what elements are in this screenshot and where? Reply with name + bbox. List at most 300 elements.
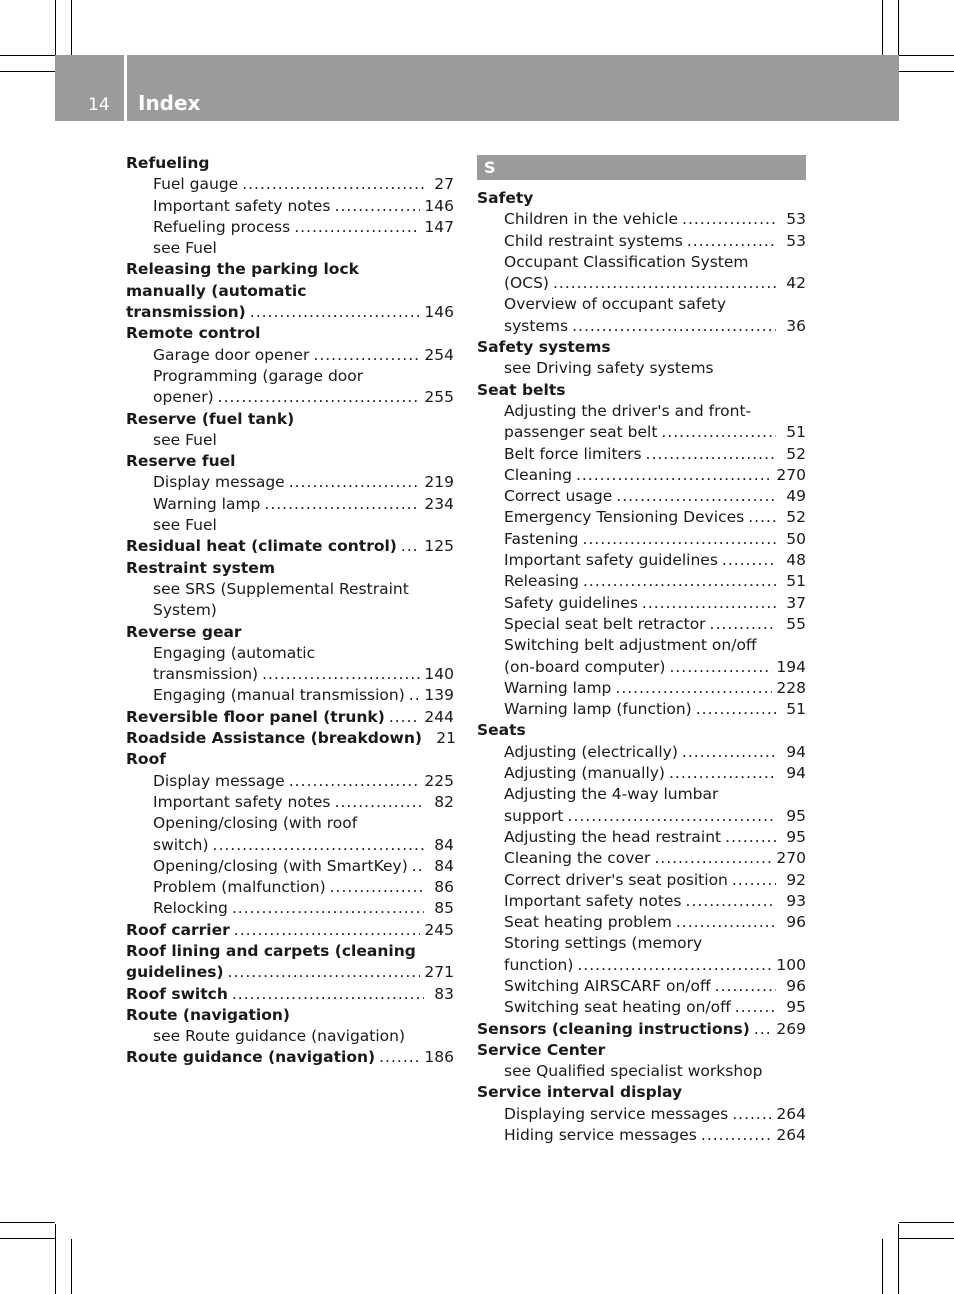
entry-text: Safety guidelines: [504, 593, 638, 612]
entry-text: Children in the vehicle: [504, 210, 679, 229]
page-title: Index: [138, 91, 201, 115]
dot-leader: [722, 550, 776, 571]
crop-mark: [71, 1239, 72, 1294]
index-entry: [126, 920, 454, 941]
page-reference: 36: [786, 316, 806, 335]
crop-mark: [55, 1224, 56, 1294]
page-reference: 264: [776, 1104, 806, 1123]
entry-text: Roof carrier: [126, 920, 230, 939]
page-reference: 95: [786, 827, 806, 846]
index-subentry: [477, 465, 806, 486]
entry-text: System): [153, 601, 217, 620]
dot-leader: [642, 593, 776, 614]
dot-leader: [335, 196, 421, 217]
dot-leader: [754, 1019, 773, 1040]
page-reference: 51: [786, 700, 806, 719]
page-reference: 270: [776, 465, 806, 484]
page-reference: 53: [786, 231, 806, 250]
page-reference: 50: [786, 529, 806, 548]
page-reference: 269: [776, 1019, 806, 1038]
index-subentry: [477, 763, 806, 784]
index-entry: [126, 962, 454, 983]
index-entry: [126, 707, 454, 728]
index-entry: [126, 622, 454, 643]
entry-text: Route guidance (navigation): [126, 1048, 376, 1067]
entry-text: Garage door opener: [153, 345, 310, 364]
index-entry: [477, 1082, 806, 1103]
index-entry: [126, 409, 454, 430]
entry-text: Restraint system: [126, 558, 275, 577]
dot-leader: [615, 678, 772, 699]
entry-text: Seat heating problem: [504, 913, 672, 932]
page-reference: 52: [786, 444, 806, 463]
entry-text: Overview of occupant safety: [504, 295, 727, 314]
dot-leader: [330, 877, 424, 898]
entry-text: (OCS): [504, 274, 549, 293]
entry-text: Correct driver's seat position: [504, 870, 728, 889]
dot-leader: [583, 571, 776, 592]
index-subentry: [126, 898, 454, 919]
entry-text: Switching belt adjustment on/off: [504, 636, 757, 655]
entry-text: Adjusting (electrically): [504, 742, 678, 761]
crop-mark: [899, 55, 954, 56]
dot-leader: [232, 984, 424, 1005]
dot-leader: [669, 657, 772, 678]
entry-text: Hiding service messages: [504, 1126, 697, 1145]
page-reference: 244: [424, 707, 454, 726]
index-subentry: [477, 997, 806, 1018]
entry-text: Problem (malfunction): [153, 878, 326, 897]
crop-mark: [0, 1222, 55, 1223]
dot-leader: [669, 763, 776, 784]
index-subentry: [126, 856, 454, 877]
index-subentry: [477, 593, 806, 614]
page-reference: 194: [776, 657, 806, 676]
dot-leader: [335, 792, 424, 813]
entry-text: Programming (garage door: [153, 366, 364, 385]
index-subentry: [126, 771, 454, 792]
page-reference: 94: [786, 764, 806, 783]
crop-mark: [0, 1238, 55, 1239]
index-subentry: [126, 196, 454, 217]
dot-leader: [616, 486, 776, 507]
dot-leader: [289, 771, 421, 792]
page-reference: 27: [434, 175, 454, 194]
dot-leader: [701, 1125, 773, 1146]
entry-text: Important safety notes: [504, 891, 682, 910]
index-entry: [477, 188, 806, 209]
index-subentry: [126, 579, 454, 600]
dot-leader: [732, 870, 776, 891]
page-reference: 95: [786, 998, 806, 1017]
entry-text: Fuel gauge: [153, 175, 239, 194]
crop-mark: [882, 1239, 883, 1294]
entry-text: Storing settings (memory: [504, 934, 703, 953]
page-reference: 234: [424, 494, 454, 513]
index-subentry: [477, 933, 806, 954]
index-entry: [477, 380, 806, 401]
page-reference: 255: [424, 388, 454, 407]
index-subentry: [477, 358, 806, 379]
page-reference: 139: [424, 686, 454, 705]
entry-text: Safety: [477, 189, 534, 207]
entry-text: Switching AIRSCARF on/off: [504, 976, 711, 995]
index-subentry: [477, 252, 806, 273]
entry-text: Adjusting the driver's and front-: [504, 401, 752, 420]
page-reference: 86: [434, 878, 454, 897]
entry-text: see SRS (Supplemental Restraint: [153, 579, 409, 598]
index-subentry: [126, 685, 454, 706]
index-entry: [126, 1047, 454, 1068]
page-reference: 83: [434, 984, 454, 1003]
entry-text: Warning lamp: [504, 678, 612, 697]
page-reference: 53: [786, 210, 806, 229]
page-reference: 92: [786, 870, 806, 889]
dot-leader: [687, 231, 776, 252]
entry-text: guidelines): [126, 963, 224, 982]
entry-text: passenger seat belt: [504, 423, 658, 442]
entry-text: see Qualified specialist workshop: [504, 1062, 763, 1081]
page-reference: 219: [424, 473, 454, 492]
page-reference: 140: [424, 665, 454, 684]
index-subentry: [126, 664, 454, 685]
dot-leader: [682, 742, 776, 763]
dot-leader: [213, 835, 424, 856]
index-subentry: [477, 486, 806, 507]
entry-text: Warning lamp: [153, 494, 261, 513]
entry-text: Warning lamp (function): [504, 700, 692, 719]
index-subentry: [477, 401, 806, 422]
index-subentry: [126, 174, 454, 195]
entry-text: Important safety guidelines: [504, 551, 718, 570]
crop-mark: [899, 1238, 954, 1239]
index-subentry: [477, 784, 806, 805]
page-reference: 37: [786, 593, 806, 612]
dot-leader: [725, 827, 776, 848]
entry-text: Refueling process: [153, 217, 291, 236]
index-subentry: [477, 422, 806, 443]
entry-text: see Fuel: [153, 516, 217, 535]
index-column-right: [477, 155, 806, 1146]
index-subentry: [477, 657, 806, 678]
entry-text: Belt force limiters: [504, 444, 642, 463]
entry-text: transmission): [126, 303, 246, 322]
entry-text: Roadside Assistance (breakdown): [126, 729, 422, 748]
page-reference: 82: [434, 792, 454, 811]
entry-text: Remote control: [126, 324, 261, 343]
entry-text: Display message: [153, 473, 285, 492]
index-subentry: [477, 976, 806, 997]
index-subentry: [126, 387, 454, 408]
index-subentry: [477, 870, 806, 891]
index-subentry: [477, 507, 806, 528]
entry-text: Engaging (manual transmission): [153, 686, 405, 705]
index-subentry: [126, 366, 454, 387]
dot-leader: [748, 507, 776, 528]
entry-text: Fastening: [504, 529, 579, 548]
entry-text: Seat belts: [477, 380, 566, 399]
entry-text: Adjusting the 4-way lumbar: [504, 785, 719, 804]
index-subentry: [477, 273, 806, 294]
page-reference: 225: [424, 771, 454, 790]
dot-leader: [576, 465, 772, 486]
entry-text: Opening/closing (with SmartKey): [153, 856, 408, 875]
dot-leader: [582, 529, 776, 550]
index-subentry: [477, 1104, 806, 1125]
crop-mark: [899, 1222, 954, 1223]
index-entry: [126, 153, 454, 174]
page-reference: 48: [786, 551, 806, 570]
page-reference: 186: [424, 1048, 454, 1067]
dot-leader: [732, 1104, 772, 1125]
index-entry: [126, 536, 454, 557]
dot-leader: [264, 494, 420, 515]
crop-mark: [899, 71, 954, 72]
entry-text: Cleaning: [504, 465, 572, 484]
page-reference: 146: [424, 303, 454, 322]
entry-text: support: [504, 806, 564, 825]
dot-leader: [572, 316, 776, 337]
page-number: 14: [88, 95, 110, 115]
entry-text: Relocking: [153, 899, 228, 918]
index-entry: [126, 281, 454, 302]
index-subentry: [477, 806, 806, 827]
index-subentry: [477, 1061, 806, 1082]
entry-text: Roof switch: [126, 984, 228, 1003]
index-subentry: [477, 699, 806, 720]
entry-text: Service interval display: [477, 1083, 683, 1102]
page-reference: 100: [776, 955, 806, 974]
entry-text: Reserve (fuel tank): [126, 409, 295, 428]
entry-text: systems: [504, 316, 569, 335]
crop-mark: [71, 0, 72, 55]
entry-text: Emergency Tensioning Devices: [504, 508, 745, 527]
page-reference: 270: [776, 849, 806, 868]
page-reference: 85: [434, 899, 454, 918]
page-reference: 42: [786, 274, 806, 293]
index-subentry: [477, 614, 806, 635]
index-entry: [126, 451, 454, 472]
index-subentry: [126, 877, 454, 898]
index-subentry: [126, 1026, 454, 1047]
entry-text: see Fuel: [153, 430, 217, 449]
dot-leader: [676, 912, 776, 933]
index-subentry: [477, 891, 806, 912]
dot-leader: [389, 707, 421, 728]
index-subentry: [126, 515, 454, 536]
index-entry: [477, 1040, 806, 1061]
index-entry: [126, 302, 454, 323]
index-subentry: [126, 813, 454, 834]
index-entry: [126, 984, 454, 1005]
page-reference: 84: [434, 835, 454, 854]
page-reference: 93: [786, 891, 806, 910]
crop-mark: [882, 0, 883, 55]
dot-leader: [228, 962, 421, 983]
dot-leader: [401, 536, 421, 557]
index-entry: [126, 259, 454, 280]
entry-text: see Fuel: [153, 239, 217, 258]
page-reference: 51: [786, 572, 806, 591]
entry-text: Service Center: [477, 1040, 606, 1059]
entry-text: Refueling: [126, 154, 210, 172]
page-reference: 125: [424, 537, 454, 556]
dot-leader: [412, 856, 424, 877]
crop-mark: [0, 71, 55, 72]
entry-text: Reserve fuel: [126, 452, 236, 471]
page-reference: 271: [424, 963, 454, 982]
dot-leader: [686, 891, 776, 912]
index-entry: [126, 728, 454, 749]
index-subentry: [126, 238, 454, 259]
index-entries-s: [477, 188, 806, 1146]
dot-leader: [715, 976, 776, 997]
index-subentry: [126, 472, 454, 493]
dot-leader: [568, 806, 776, 827]
entry-text: Child restraint systems: [504, 231, 683, 250]
index-entry: [126, 558, 454, 579]
entry-text: see Driving safety systems: [504, 359, 714, 378]
page-reference: 228: [776, 678, 806, 697]
index-subentry: [477, 444, 806, 465]
index-subentry: [126, 345, 454, 366]
entry-text: Cleaning the cover: [504, 849, 651, 868]
entry-text: Residual heat (climate control): [126, 537, 397, 556]
entry-text: see Route guidance (navigation): [153, 1027, 406, 1046]
entry-text: Roof: [126, 750, 166, 769]
index-subentry: [477, 742, 806, 763]
index-entry: [477, 1019, 806, 1040]
entry-text: Switching seat heating on/off: [504, 998, 731, 1017]
dot-leader: [696, 699, 776, 720]
entry-text: Reversible floor panel (trunk): [126, 707, 385, 726]
index-entry: [126, 749, 454, 770]
dot-leader: [294, 217, 420, 238]
index-subentry: [477, 231, 806, 252]
entry-text: Opening/closing (with roof: [153, 814, 358, 833]
index-subentry: [477, 209, 806, 230]
index-subentry: [477, 955, 806, 976]
entry-text: Important safety notes: [153, 792, 331, 811]
dot-leader: [710, 614, 776, 635]
entry-text: Engaging (automatic: [153, 643, 316, 662]
index-subentry: [477, 848, 806, 869]
entry-text: Sensors (cleaning instructions): [477, 1019, 750, 1038]
entry-text: Correct usage: [504, 487, 613, 506]
entry-text: Display message: [153, 771, 285, 790]
page-reference: 84: [434, 856, 454, 875]
entry-text: Adjusting the head restraint: [504, 827, 722, 846]
page-reference: 21: [436, 729, 456, 748]
index-subentry: [126, 600, 454, 621]
dot-leader: [409, 685, 421, 706]
index-entry: [126, 323, 454, 344]
entry-text: Reverse gear: [126, 622, 242, 641]
index-subentry: [126, 835, 454, 856]
dot-leader: [682, 209, 776, 230]
index-subentry: [477, 529, 806, 550]
page-reference: 245: [424, 920, 454, 939]
entry-text: Displaying service messages: [504, 1104, 729, 1123]
index-subentry: [477, 571, 806, 592]
entry-text: Important safety notes: [153, 196, 331, 215]
dot-leader: [553, 273, 776, 294]
dot-leader: [577, 955, 772, 976]
index-subentry: [126, 217, 454, 238]
entry-text: Releasing the parking lock: [126, 260, 359, 279]
index-subentry: [477, 678, 806, 699]
dot-leader: [232, 898, 424, 919]
index-subentry: [477, 1125, 806, 1146]
page-reference: 254: [424, 345, 454, 364]
dot-leader: [250, 302, 421, 323]
dot-leader: [242, 174, 424, 195]
index-column-left: [126, 153, 454, 1069]
index-subentry: [126, 430, 454, 451]
entry-text: (on-board computer): [504, 657, 666, 676]
page-reference: 96: [786, 976, 806, 995]
entry-text: Special seat belt retractor: [504, 614, 706, 633]
page-reference: 94: [786, 742, 806, 761]
entry-text: Seats: [477, 721, 526, 740]
entry-text: Roof lining and carpets (cleaning: [126, 941, 416, 960]
letter-heading: S: [477, 155, 806, 180]
index-subentry: [477, 635, 806, 656]
index-subentry: [477, 550, 806, 571]
index-entry: [477, 720, 806, 741]
page-reference: 52: [786, 508, 806, 527]
index-subentry: [477, 316, 806, 337]
index-subentry: [477, 294, 806, 315]
entry-text: function): [504, 955, 574, 974]
index-entry: [477, 337, 806, 358]
entry-text: Route (navigation): [126, 1005, 290, 1024]
index-subentry: [477, 912, 806, 933]
page-reference: 95: [786, 806, 806, 825]
index-entry: [126, 941, 454, 962]
page-reference: 51: [786, 423, 806, 442]
page-reference: 147: [424, 217, 454, 236]
page-reference: 49: [786, 487, 806, 506]
index-subentry: [126, 792, 454, 813]
dot-leader: [234, 920, 421, 941]
dot-leader: [313, 345, 420, 366]
entry-text: Releasing: [504, 572, 579, 591]
entry-text: switch): [153, 835, 209, 854]
entry-text: manually (automatic: [126, 281, 307, 300]
dot-leader: [735, 997, 776, 1018]
crop-mark: [898, 1224, 899, 1294]
dot-leader: [661, 422, 776, 443]
dot-leader: [262, 664, 420, 685]
crop-mark: [0, 55, 55, 56]
entry-text: Occupant Classification System: [504, 252, 749, 271]
page-reference: 96: [786, 913, 806, 932]
dot-leader: [218, 387, 421, 408]
index-entry: [126, 1005, 454, 1026]
entry-text: Adjusting (manually): [504, 764, 665, 783]
page-reference: 55: [786, 614, 806, 633]
page-reference: 146: [424, 196, 454, 215]
page-reference: 264: [776, 1126, 806, 1145]
index-subentry: [477, 827, 806, 848]
index-subentry: [126, 643, 454, 664]
header-divider: [124, 55, 127, 121]
entry-text: Safety systems: [477, 338, 611, 357]
entry-text: transmission): [153, 665, 259, 684]
dot-leader: [646, 444, 776, 465]
index-subentry: [126, 494, 454, 515]
